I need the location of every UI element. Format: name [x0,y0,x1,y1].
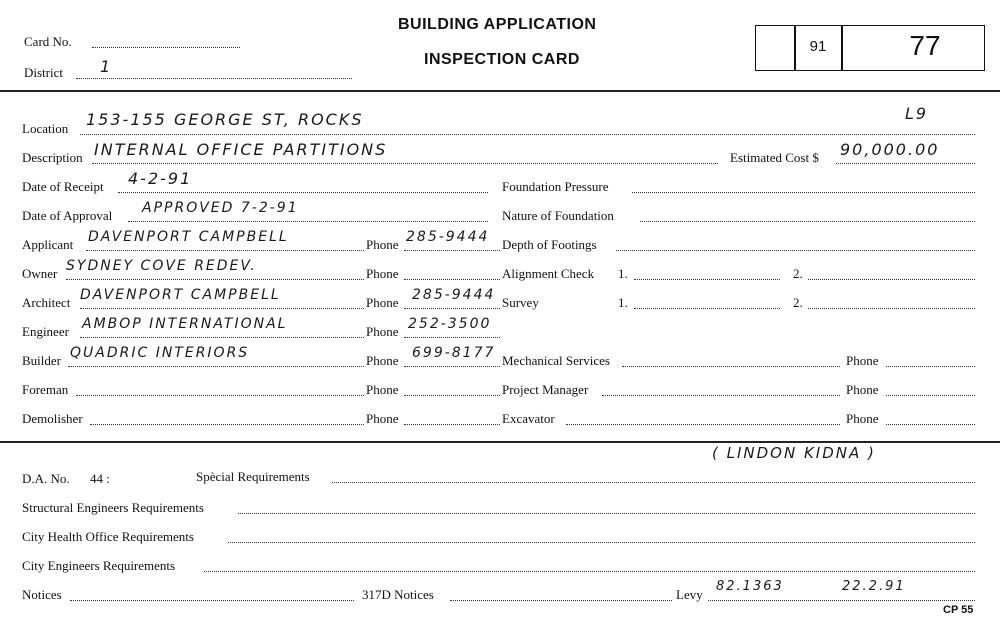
party-name: SYDNEY COVE REDEV. [66,258,257,274]
location-note: L9 [905,104,929,123]
party-label: Applicant [22,237,74,252]
party-phone-line [404,250,500,251]
location-value: 153-155 GEORGE ST, ROCKS [86,110,364,129]
party-phone-label: Phone [366,266,399,281]
description-value: INTERNAL OFFICE PARTITIONS [94,140,388,159]
party-phone-label: Phone [366,237,399,252]
notices-317d-line [450,600,672,601]
foundation-pressure-line [632,192,975,193]
mechanical-label: Mechanical Services [502,353,610,368]
health-label: City Health Office Requirements [22,529,194,544]
mechanical-phone-label: Phone [846,353,879,368]
city-engineers-label: City Engineers Requirements [22,558,176,573]
alignment-num-1: 1. [618,266,628,281]
party-line [80,337,364,338]
district-value: 1 [100,57,113,76]
levy-date: 22.2.91 [842,579,906,594]
date-receipt-label: Date of Receipt [22,179,104,194]
party-name: DAVENPORT CAMPBELL [88,229,289,245]
party-phone-label: Phone [366,324,399,339]
location-label: Location [22,121,69,136]
mechanical-phone-line [886,366,975,367]
structural-line [238,513,975,514]
date-receipt-line [118,192,488,193]
excavator-label: Excavator [502,411,555,426]
project-manager-line [602,395,840,396]
description-line [92,163,718,164]
party-line [86,250,364,251]
party-phone-value: 285-9444 [412,287,496,303]
foundation-pressure-label: Foundation Pressure [502,179,609,194]
party-phone-line [404,424,500,425]
party-line [80,308,364,309]
party-line [66,279,364,280]
description-label: Description [22,150,83,165]
city-engineers-line [204,571,975,572]
levy-label: Levy [676,587,703,602]
special-requirements-label: Spècial Requirements [196,469,310,484]
party-label: Architect [22,295,71,310]
estimated-cost-label: Estimated Cost $ [730,150,819,165]
party-phone-line [404,279,500,280]
party-name: QUADRIC INTERIORS [70,345,250,361]
party-name: AMBOP INTERNATIONAL [82,316,288,332]
alignment-label: Alignment Check [502,266,595,281]
estimated-cost-value: 90,000.00 [840,140,940,159]
party-phone-line [404,366,500,367]
mechanical-line [622,366,840,367]
party-phone-line [404,395,500,396]
survey-label: Survey [502,295,539,310]
estimated-cost-line [836,163,975,164]
location-line [80,134,975,135]
nature-foundation-label: Nature of Foundation [502,208,614,223]
card-no-label: Card No. [24,34,72,49]
party-phone-label: Phone [366,382,399,397]
notices-317d-label: 317D Notices [362,587,434,602]
form-code: CP 55 [943,604,974,616]
health-line [228,542,975,543]
notices-line [70,600,354,601]
da-no-label: D.A. No. [22,471,70,486]
project-manager-phone-label: Phone [846,382,879,397]
party-phone-line [404,337,500,338]
da-no-value: 44 : [90,471,110,486]
party-label: Engineer [22,324,69,339]
special-requirements-line [332,482,975,483]
nature-foundation-line [640,221,975,222]
party-phone-label: Phone [366,353,399,368]
date-approval-label: Date of Approval [22,208,113,223]
excavator-line [566,424,840,425]
party-phone-label: Phone [366,295,399,310]
alignment-line-1 [634,279,780,280]
depth-footings-label: Depth of Footings [502,237,597,252]
box-small-value: 91 [809,38,827,55]
party-phone-label: Phone [366,411,399,426]
district-line [76,78,352,79]
party-phone-value: 252-3500 [408,316,492,332]
date-receipt-value: 4-2-91 [128,169,193,188]
party-label: Builder [22,353,61,368]
district-label: District [24,65,63,80]
date-approval-value: APPROVED 7-2-91 [142,200,299,216]
survey-line-1 [634,308,780,309]
box-divider-1 [794,26,796,71]
structural-label: Structural Engineers Requirements [22,500,204,515]
alignment-line-2 [808,279,975,280]
date-approval-line [128,221,488,222]
alignment-num-2: 2. [793,266,803,281]
project-manager-label: Project Manager [502,382,589,397]
party-label: Foreman [22,382,69,397]
excavator-phone-line [886,424,975,425]
middle-rule [0,441,1000,443]
party-phone-value: 285-9444 [406,229,490,245]
depth-footings-line [616,250,975,251]
handwritten-note: ( LINDON KIDNA ) [712,444,876,462]
party-phone-line [404,308,500,309]
box-large-value: 77 [909,30,941,61]
party-name: DAVENPORT CAMPBELL [80,287,281,303]
survey-num-2: 2. [793,295,803,310]
card-no-line [92,47,240,48]
party-phone-value: 699-8177 [412,345,496,361]
survey-line-2 [808,308,975,309]
project-manager-phone-line [886,395,975,396]
party-line [90,424,364,425]
title-line-1: BUILDING APPLICATION [398,16,597,33]
header-rule [0,90,1000,92]
excavator-phone-label: Phone [846,411,879,426]
levy-value: 82.1363 [716,579,784,594]
notices-label: Notices [22,587,62,602]
party-line [76,395,364,396]
survey-num-1: 1. [618,295,628,310]
levy-line [708,600,975,601]
title-line-2: INSPECTION CARD [424,51,580,68]
box-divider-2 [841,26,843,71]
party-label: Demolisher [22,411,83,426]
party-line [68,366,364,367]
party-label: Owner [22,266,58,281]
